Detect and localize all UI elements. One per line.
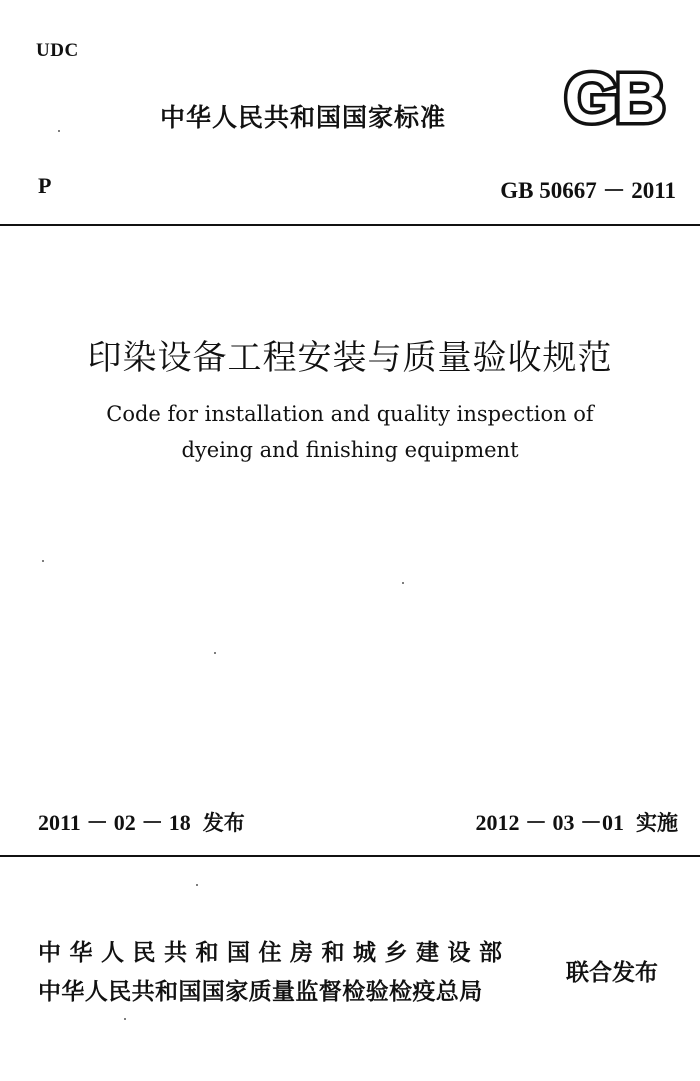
scan-speck <box>42 560 44 562</box>
national-standard-heading: 中华人民共和国国家标准 <box>160 103 447 132</box>
issue-label: 发布 <box>202 811 245 835</box>
title-english-line-1: Code for installation and quality inspection of <box>106 402 594 426</box>
category-code: P <box>38 173 52 198</box>
title-chinese: 印染设备工程安装与质量验收规范 <box>87 338 613 378</box>
top-divider <box>0 224 700 226</box>
issuer-ministry: 中华人民共和国住房和城乡建设部 <box>38 940 511 966</box>
implement-label: 实施 <box>636 811 678 835</box>
gb-logo <box>547 64 679 132</box>
gb-logo-text: GB <box>564 64 662 132</box>
standard-number: GB 50667 － 2011 <box>500 178 676 203</box>
title-english-line-2: dyeing and finishing equipment <box>181 438 519 462</box>
scan-speck <box>58 130 60 132</box>
scan-speck <box>214 652 216 654</box>
scan-speck <box>402 582 404 584</box>
bottom-divider <box>0 855 700 857</box>
implement-date: 2012 － 03 －01 <box>475 810 624 835</box>
udc-label: UDC <box>36 40 79 61</box>
scan-speck <box>124 1018 126 1020</box>
scan-speck <box>196 884 198 886</box>
title-english <box>0 396 700 468</box>
implement-date-block <box>475 806 678 837</box>
issue-date: 2011 － 02 － 18 <box>38 810 191 835</box>
issuer-aqsiq: 中华人民共和国国家质量监督检验检疫总局 <box>38 979 483 1005</box>
issue-date-block <box>38 806 245 837</box>
joint-issue-label: 联合发布 <box>566 960 658 986</box>
